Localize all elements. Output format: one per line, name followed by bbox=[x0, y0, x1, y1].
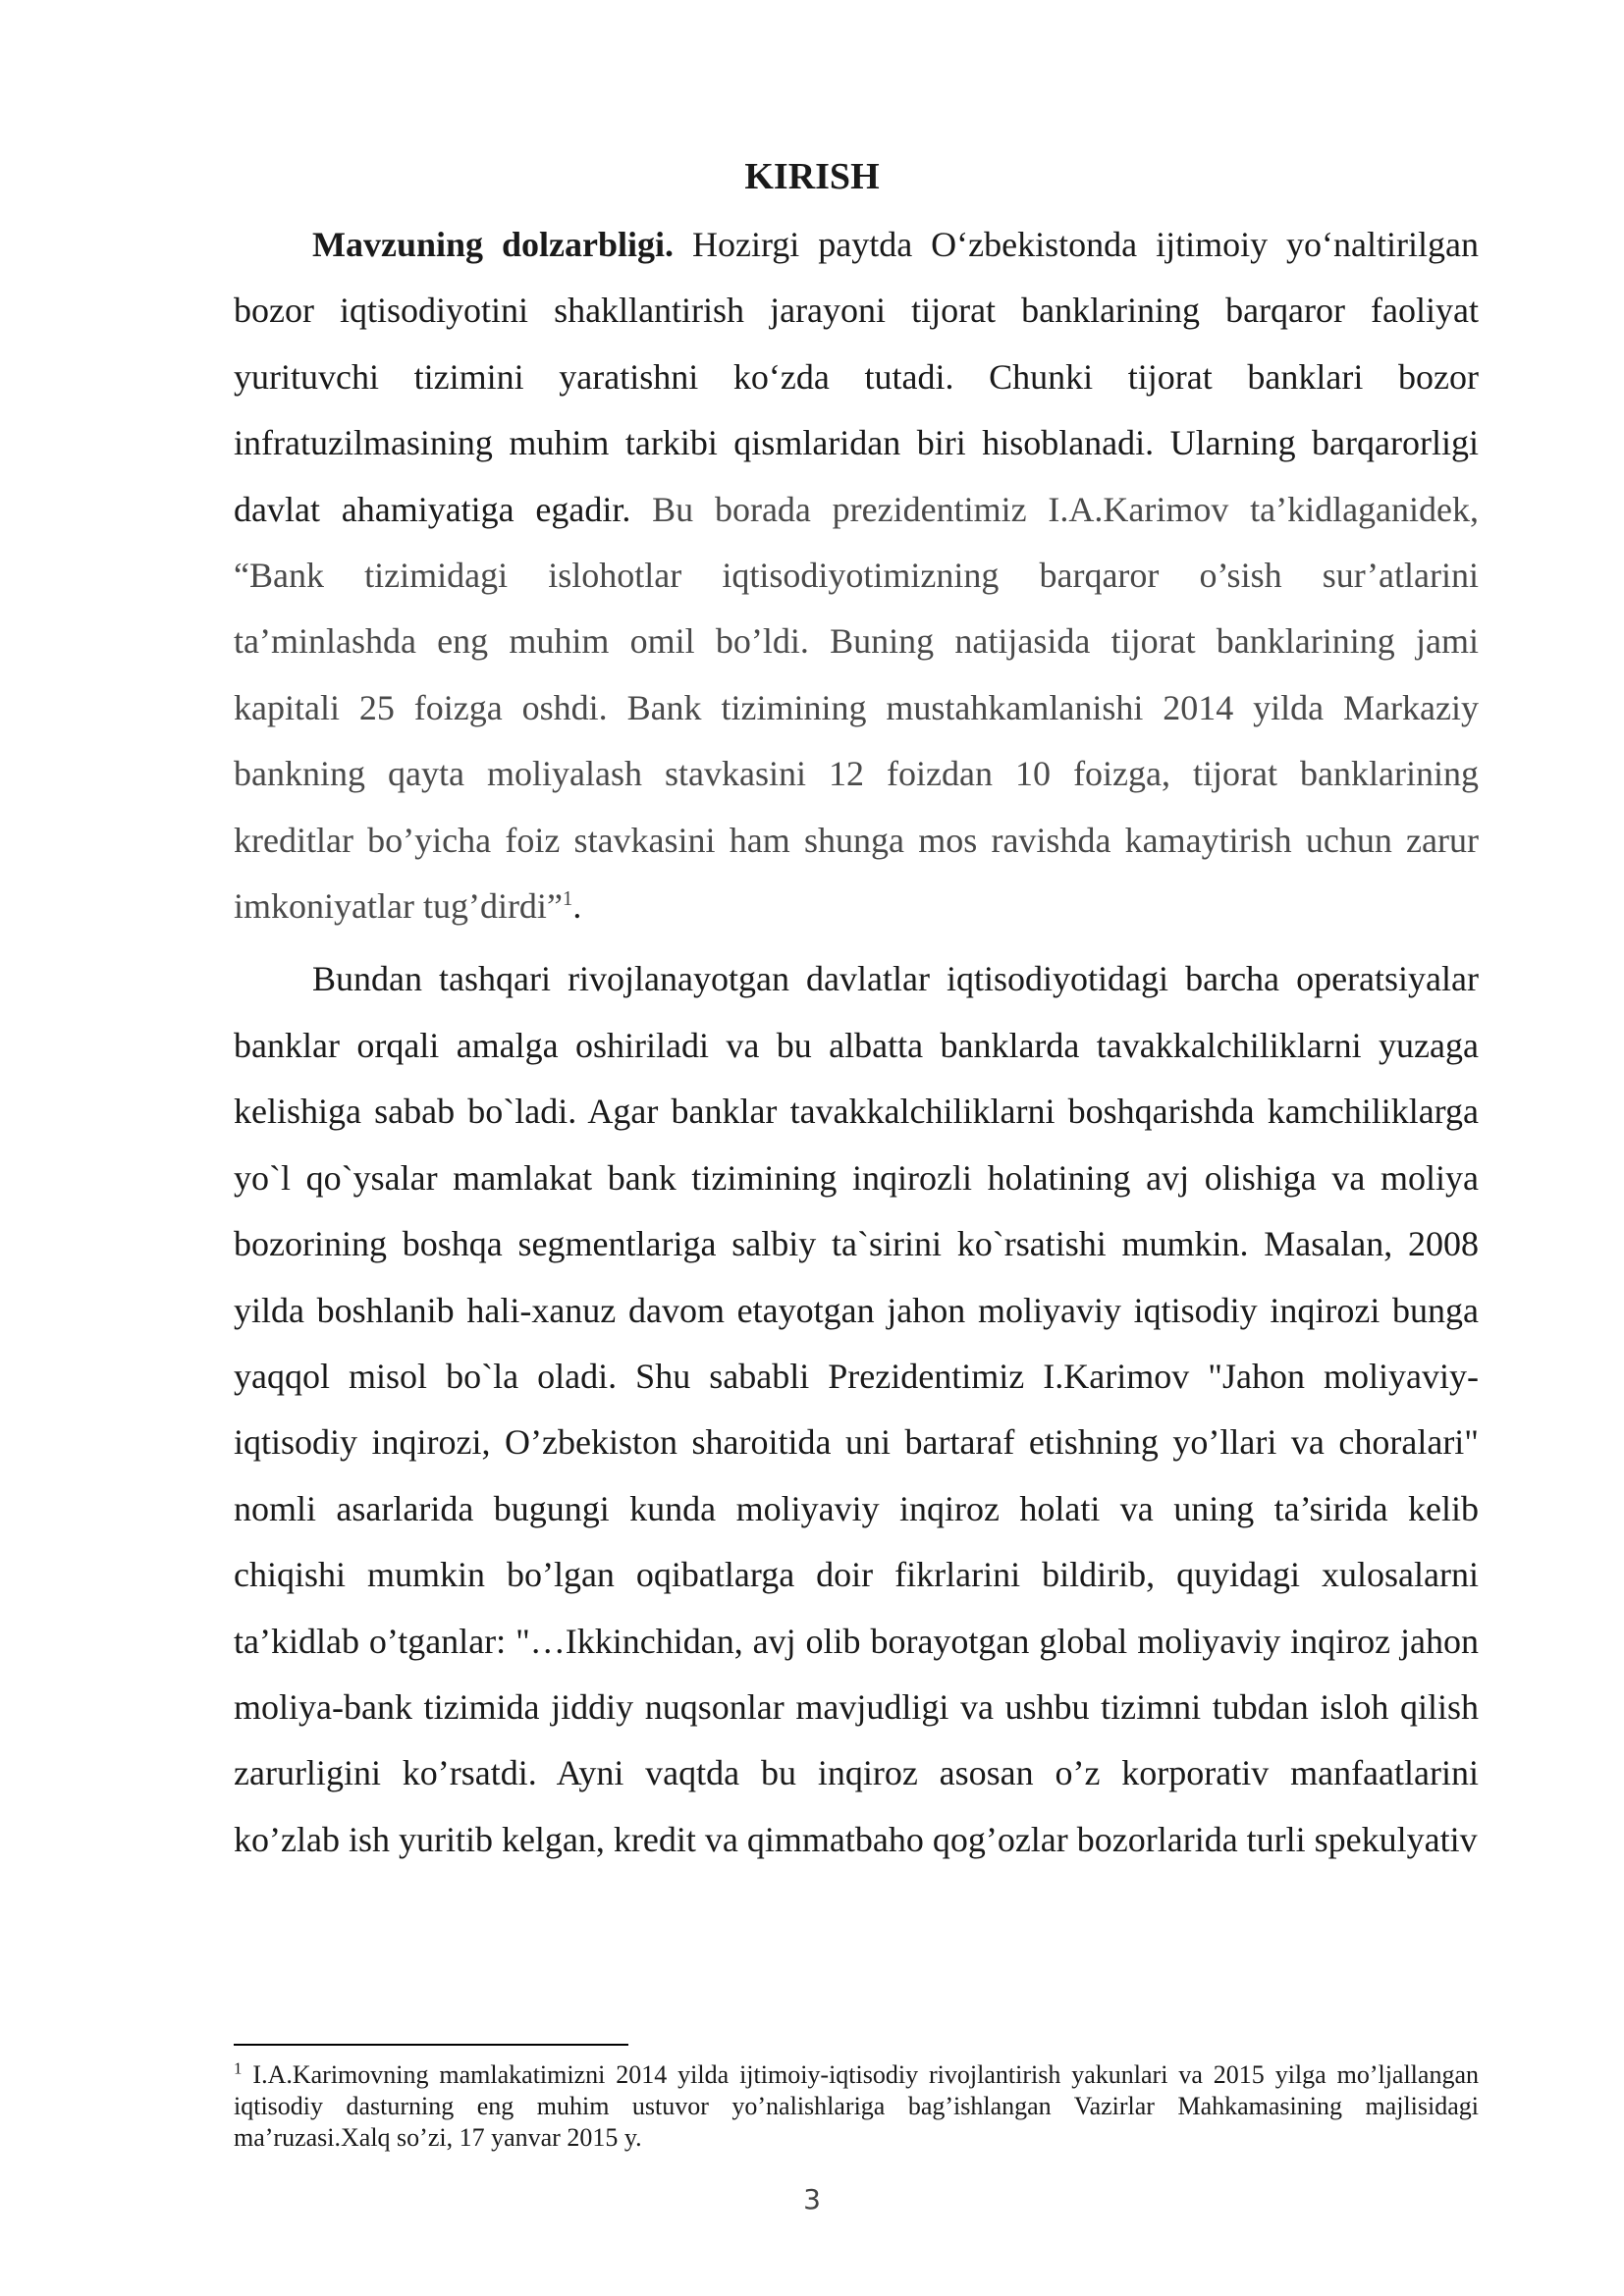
footnote-marker: 1 bbox=[234, 2058, 243, 2078]
body-text bbox=[234, 212, 1479, 1873]
footnote-reference[interactable]: 1 bbox=[562, 886, 573, 911]
footnote bbox=[234, 2059, 1479, 2154]
paragraph-crisis: Bundan tashqari rivojlanayotgan davlatlar iqtisodiyotidagi barcha operatsiyalar banklar orqali amalga oshiriladi va bu albatta banklarda tavakkalchiliklarni yuzaga kelishiga sabab bo`ladi. Agar banklar tavakkalchiliklarni boshqarishda kamchiliklarga yo`l qo`ysalar mamlakat bank tizimining inqirozli holatining avj olishiga va moliya bozorining boshqa segmentlariga salbiy ta`sirini ko`rsatishi mumkin. Masalan, 2008 yilda boshlanib hali-xanuz davom etayotgan jahon moliyaviy iqtisodiy inqirozi bunga yaqqol misol bo`la oladi. Shu sababli Prezidentimiz I.Karimov "Jahon moliyaviy-iqtisodiy inqirozi, O’zbekiston sharoitida uni bartaraf etishning yo’llari va choralari" nomli asarlarida bugungi kunda moliyaviy inqiroz holati va uning ta’sirida kelib chiqishi mumkin bo’lgan oqibatlarga doir fikrlarini bildirib, quyidagi xulosalarni ta’kidlab o’tganlar: "…Ikkinchidan, avj olib borayotgan global moliyaviy inqiroz jahon moliya-bank tizimida jiddiy nuqsonlar mavjudligi va ushbu tizimni tubdan isloh qilish zarurligini ko’rsatdi. Ayni vaqtda bu inqiroz asosan o’z korporativ manfaatlarini ko’zlab ish yuritib kelgan, kredit va qimmatbaho qog’ozlar bozorlarida turli spekulyativ bbox=[234, 959, 1479, 1859]
quote-text: Bu borada prezidentimiz I.A.Karimov ta’kidlaganidek, “Bank tizimidagi islohotlar iqtisodiyotimizning barqaror o’sish sur’atlarini ta’minlashda eng muhim omil bo’ldi. Buning natijasida tijorat banklarining jami kapitali 25 foizga oshdi. Bank tizimining mustahkamlanishi 2014 yilda Markaziy bankning qayta moliyalash stavkasini 12 foizdan 10 foizga, tijorat banklarining kreditlar bo’yicha foiz stavkasini ham shunga mos ravishda kamaytirish uchun zarur imkoniyatlar tug’dirdi” bbox=[234, 489, 1480, 927]
paragraph-relevance bbox=[234, 212, 1479, 939]
section-title: KIRISH bbox=[744, 156, 880, 197]
paragraph-lead: Mavzuning dolzarbligi. bbox=[312, 225, 674, 264]
footnote-separator bbox=[234, 2044, 628, 2046]
paragraph-text: Hozirgi paytda O‘zbekistonda ijtimoiy yo‘naltirilgan bozor iqtisodiyotini shakllantirish jarayoni tijorat banklarining barqaror faoliyat yurituvchi tizimini yaratishni ko‘zda tutadi. Chunki tijorat banklari bozor infratuzilmasining muhim tarkibi qismlaridan biri hisoblanadi. Ularning barqarorligi davlat ahamiyatiga egadir. bbox=[234, 225, 1479, 529]
paragraph-end: . bbox=[572, 886, 582, 927]
footnote-text: I.A.Karimovning mamlakatimizni 2014 yilda ijtimoiy-iqtisodiy rivojlantirish yakunlari va 2015 yilga mo’ljallangan iqtisodiy dasturning eng muhim ustuvor yo’nalishlariga bag’ishlangan Vazirlar Mahkamasining majlisidagi ma’ruzasi.Xalq so’zi, 17 yanvar 2015 y. bbox=[234, 2060, 1479, 2152]
page-number: 3 bbox=[803, 2183, 821, 2216]
